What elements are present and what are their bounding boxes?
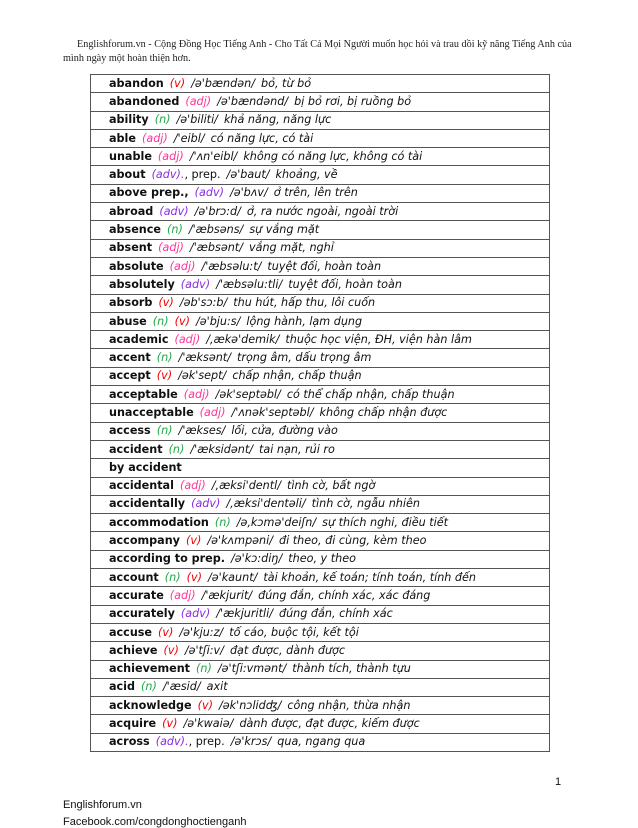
meaning: tuyệt đối, hoàn toàn <box>288 277 402 291</box>
table-row <box>91 459 550 477</box>
meaning: thu hút, hấp thu, lôi cuốn <box>233 296 376 310</box>
part-of-speech: (adv). <box>155 735 189 749</box>
vocab-word: absorb <box>109 296 153 310</box>
vocab-cell <box>91 404 550 422</box>
vocab-word: absent <box>109 241 153 255</box>
vocab-word: able <box>109 131 136 145</box>
vocab-word: about <box>109 168 146 182</box>
vocab-word: according to prep. <box>109 552 226 566</box>
pronunciation: /'æbsəlu:tli/ <box>216 277 283 291</box>
vocab-word: achieve <box>109 643 158 657</box>
pronunciation: /'ækjurit/ <box>201 588 253 602</box>
part-of-speech: (v) <box>163 643 179 657</box>
pronunciation: /ə'krɔs/ <box>230 735 272 749</box>
part-of-speech: (adj) <box>158 241 184 255</box>
vocab-cell <box>91 550 550 568</box>
vocab-cell <box>91 129 550 147</box>
pronunciation: /ə'brɔ:d/ <box>194 204 241 218</box>
vocab-word: absence <box>109 223 161 237</box>
part-of-speech: (n) <box>196 662 212 676</box>
part-of-speech: (adv) <box>180 277 211 291</box>
vocab-cell <box>91 495 550 513</box>
pronunciation: /ə'kju:z/ <box>179 625 224 639</box>
pronunciation: /ə,kɔmə'deiʃn/ <box>236 515 317 529</box>
vocab-cell <box>91 642 550 660</box>
pronunciation: /ə'kʌmpəni/ <box>207 534 274 548</box>
pronunciation: /ə'kɔ:diŋ/ <box>231 552 283 566</box>
table-row <box>91 697 550 715</box>
pronunciation: /ə'kaunt/ <box>207 570 258 584</box>
vocab-cell <box>91 440 550 458</box>
vocab-cell <box>91 349 550 367</box>
meaning: tuyệt đối, hoàn toàn <box>267 259 382 273</box>
meaning: tài khoản, kế toán; tính toán, tính đến <box>263 570 477 584</box>
pronunciation: /,æksi'dentəli/ <box>226 497 306 511</box>
vocab-cell <box>91 569 550 587</box>
vocab-cell <box>91 276 550 294</box>
vocab-cell <box>91 605 550 623</box>
part-of-speech: (n) <box>152 314 169 328</box>
vocab-cell <box>91 678 550 696</box>
meaning: có năng lực, có tài <box>210 131 314 145</box>
part-of-speech: (v) <box>158 296 174 310</box>
vocab-cell <box>91 422 550 440</box>
vocab-cell <box>91 623 550 641</box>
meaning: trọng âm, dấu trọng âm <box>236 351 372 365</box>
part-of-speech: (adv). <box>151 168 185 182</box>
vocab-word: abroad <box>109 204 154 218</box>
table-row <box>91 550 550 568</box>
vocab-cell <box>91 514 550 532</box>
meaning: lộng hành, lạm dụng <box>246 314 363 328</box>
pronunciation: /ə'bʌv/ <box>229 186 268 200</box>
meaning: khả năng, năng lực <box>223 113 332 127</box>
vocab-cell <box>91 733 550 751</box>
meaning: không chấp nhận được <box>319 405 448 419</box>
vocab-cell <box>91 477 550 495</box>
vocabulary-table-body <box>91 75 550 752</box>
table-row <box>91 129 550 147</box>
meaning: khoảng, về <box>275 168 338 182</box>
vocab-word: ability <box>109 113 149 127</box>
pronunciation: /,ækə'demik/ <box>206 332 280 346</box>
table-row <box>91 623 550 641</box>
pronunciation: /ək'sept/ <box>178 369 227 383</box>
vocab-word: absolute <box>109 259 164 273</box>
part-of-speech: (adj) <box>183 387 210 401</box>
vocab-cell <box>91 166 550 184</box>
pronunciation: /ə'tʃi:v/ <box>184 643 224 657</box>
vocab-cell <box>91 239 550 257</box>
meaning: tình cờ, bất ngờ <box>287 479 376 493</box>
vocab-word: above prep., <box>109 186 189 200</box>
part-of-speech-2: (v) <box>174 314 190 328</box>
vocab-cell <box>91 148 550 166</box>
meaning: tố cáo, buộc tội, kết tội <box>229 625 359 639</box>
part-of-speech: (n) <box>156 424 173 438</box>
table-row <box>91 239 550 257</box>
vocab-cell <box>91 459 550 477</box>
vocab-cell <box>91 331 550 349</box>
part-of-speech: (adj) <box>157 149 184 163</box>
vocab-word: acid <box>109 680 136 694</box>
vocab-cell <box>91 221 550 239</box>
meaning: tai nạn, rủi ro <box>259 442 335 456</box>
vocab-cell <box>91 203 550 221</box>
vocab-word: accommodation <box>109 515 209 529</box>
pronunciation: /'ækjuritli/ <box>216 607 273 621</box>
pronunciation: /'ʌn'eibl/ <box>189 149 238 163</box>
vocab-word: unable <box>109 149 152 163</box>
pronunciation: /'æksidənt/ <box>190 442 254 456</box>
part-of-speech: (adj) <box>185 94 212 108</box>
table-row <box>91 642 550 660</box>
table-row <box>91 422 550 440</box>
part-of-speech-extra: , prep. <box>184 168 221 182</box>
meaning: tình cờ, ngẫu nhiên <box>311 497 420 511</box>
part-of-speech: (n) <box>167 223 183 237</box>
table-row <box>91 184 550 202</box>
part-of-speech: (v) <box>169 76 186 90</box>
table-row <box>91 715 550 733</box>
meaning: chấp nhận, chấp thuận <box>232 369 362 383</box>
part-of-speech: (n) <box>164 570 181 584</box>
meaning: ở, ra nước ngoài, ngoài trời <box>246 204 399 218</box>
part-of-speech: (adj) <box>169 588 196 602</box>
table-row <box>91 587 550 605</box>
part-of-speech-2: (v) <box>186 570 202 584</box>
table-row <box>91 221 550 239</box>
pronunciation: /'ækses/ <box>178 424 226 438</box>
part-of-speech: (adj) <box>199 405 226 419</box>
vocab-word: accompany <box>109 534 180 548</box>
meaning: dành được, đạt được, kiếm được <box>239 717 420 731</box>
vocab-word: achievement <box>109 662 191 676</box>
table-row <box>91 477 550 495</box>
vocab-word: accurately <box>109 607 175 621</box>
meaning: thành tích, thành tựu <box>292 662 411 676</box>
table-row <box>91 532 550 550</box>
meaning: axit <box>206 680 228 694</box>
pronunciation: /'æbsənt/ <box>189 241 243 255</box>
pronunciation: /'æbsəlu:t/ <box>201 259 262 273</box>
pronunciation: /ə'bændənd/ <box>217 94 289 108</box>
vocab-cell <box>91 75 550 93</box>
vocab-word: accuse <box>109 625 153 639</box>
vocab-word: acceptable <box>109 387 178 401</box>
vocab-word: accent <box>109 351 151 365</box>
part-of-speech: (v) <box>158 625 174 639</box>
meaning: bị bỏ rơi, bị ruồng bỏ <box>294 94 412 108</box>
part-of-speech: (n) <box>154 113 171 127</box>
meaning: thuộc học viện, ĐH, viện hàn lâm <box>285 332 472 346</box>
header-line-2: mình ngày một hoàn thiện hơn. <box>63 53 191 64</box>
pronunciation: /ə'tʃi:vmənt/ <box>217 662 287 676</box>
vocab-cell <box>91 184 550 202</box>
pronunciation: /'æsid/ <box>162 680 201 694</box>
meaning: đúng đắn, chính xác <box>278 607 393 621</box>
table-row <box>91 148 550 166</box>
vocab-cell <box>91 587 550 605</box>
page-number: 1 <box>555 776 562 788</box>
meaning: có thể chấp nhận, chấp thuận <box>286 387 455 401</box>
footer-site: Englishforum.vn <box>63 799 142 811</box>
pronunciation: /ə'biliti/ <box>176 113 218 127</box>
meaning: đạt được, dành được <box>229 643 346 657</box>
table-row <box>91 495 550 513</box>
part-of-speech: (n) <box>168 442 185 456</box>
vocab-word: accidentally <box>109 497 186 511</box>
table-row <box>91 166 550 184</box>
table-row <box>91 276 550 294</box>
vocab-cell <box>91 386 550 404</box>
pronunciation: /'ʌnək'septəbl/ <box>231 405 314 419</box>
vocab-cell <box>91 93 550 111</box>
meaning: đi theo, đi cùng, kèm theo <box>279 534 427 548</box>
part-of-speech: (v) <box>162 717 178 731</box>
pronunciation: /'eibl/ <box>173 131 205 145</box>
vocab-word: by accident <box>109 460 182 474</box>
meaning: công nhận, thừa nhận <box>287 698 411 712</box>
pronunciation: /əb'sɔ:b/ <box>179 296 228 310</box>
meaning: qua, ngang qua <box>277 735 366 749</box>
table-row <box>91 605 550 623</box>
vocab-word: accidental <box>109 479 174 493</box>
part-of-speech: (n) <box>156 351 173 365</box>
meaning: ở trên, lên trên <box>273 186 358 200</box>
vocab-word: accurate <box>109 588 164 602</box>
vocab-word: academic <box>109 332 169 346</box>
part-of-speech: (adj) <box>174 332 201 346</box>
table-row <box>91 203 550 221</box>
vocab-word: abandoned <box>109 94 180 108</box>
table-row <box>91 294 550 312</box>
table-row <box>91 440 550 458</box>
meaning: đúng đắn, chính xác, xác đáng <box>258 588 431 602</box>
table-row <box>91 349 550 367</box>
pronunciation: /ə'kwaiə/ <box>183 717 234 731</box>
meaning: không có năng lực, không có tài <box>243 149 423 163</box>
vocab-word: acquire <box>109 717 157 731</box>
pronunciation: /'æksənt/ <box>178 351 231 365</box>
part-of-speech: (n) <box>214 515 231 529</box>
vocab-cell <box>91 367 550 385</box>
pronunciation: /ə'bændən/ <box>191 76 255 90</box>
vocab-cell <box>91 715 550 733</box>
header-line-1: Englishforum.vn - Cộng Đồng Học Tiếng Anh - Cho Tất Cả Mọi Người muốn học hỏi và trau dồi kỹ năng Tiếng Anh của <box>77 39 572 50</box>
vocab-word: acknowledge <box>109 698 192 712</box>
part-of-speech: (v) <box>197 698 213 712</box>
meaning: sự thích nghi, điều tiết <box>322 515 448 529</box>
meaning: sự vắng mặt <box>249 223 320 237</box>
part-of-speech: (adv) <box>191 497 221 511</box>
table-row <box>91 257 550 275</box>
meaning: lối, cửa, đường vào <box>231 424 338 438</box>
pronunciation: /'æbsəns/ <box>188 223 244 237</box>
table-row <box>91 111 550 129</box>
vocab-word: across <box>109 735 150 749</box>
vocab-cell <box>91 312 550 330</box>
table-row <box>91 660 550 678</box>
vocab-word: absolutely <box>109 277 175 291</box>
header-text <box>63 38 575 66</box>
part-of-speech: (adj) <box>179 479 206 493</box>
vocab-cell <box>91 257 550 275</box>
pronunciation: /ək'nɔlidʤ/ <box>219 698 282 712</box>
table-row <box>91 569 550 587</box>
vocab-word: abandon <box>109 76 164 90</box>
vocab-word: account <box>109 570 159 584</box>
vocab-word: abuse <box>109 314 147 328</box>
vocab-word: unacceptable <box>109 405 194 419</box>
table-row <box>91 733 550 751</box>
table-row <box>91 331 550 349</box>
part-of-speech: (adv) <box>180 607 211 621</box>
vocab-cell <box>91 294 550 312</box>
vocab-cell <box>91 660 550 678</box>
part-of-speech-extra: , prep. <box>188 735 225 749</box>
table-row <box>91 386 550 404</box>
vocab-cell <box>91 111 550 129</box>
table-row <box>91 678 550 696</box>
vocab-word: accept <box>109 369 151 383</box>
part-of-speech: (v) <box>185 534 202 548</box>
pronunciation: /,æksi'dentl/ <box>211 479 282 493</box>
part-of-speech: (n) <box>141 680 157 694</box>
meaning: bỏ, từ bỏ <box>261 76 312 90</box>
vocab-cell <box>91 532 550 550</box>
meaning: vắng mặt, nghỉ <box>248 241 334 255</box>
vocab-cell <box>91 697 550 715</box>
part-of-speech: (adv) <box>194 186 224 200</box>
table-row <box>91 514 550 532</box>
vocabulary-table <box>90 74 550 752</box>
table-row <box>91 75 550 93</box>
part-of-speech: (adj) <box>141 131 168 145</box>
table-row <box>91 93 550 111</box>
part-of-speech: (adj) <box>169 259 196 273</box>
table-row <box>91 312 550 330</box>
pronunciation: /ə'baut/ <box>226 168 270 182</box>
part-of-speech: (v) <box>156 369 173 383</box>
vocab-word: access <box>109 424 151 438</box>
pronunciation: /ək'septəbl/ <box>215 387 281 401</box>
table-row <box>91 367 550 385</box>
vocab-word: accident <box>109 442 163 456</box>
pronunciation: /ə'bju:s/ <box>195 314 241 328</box>
footer-facebook: Facebook.com/congdonghoctienganh <box>63 816 247 828</box>
part-of-speech: (adv) <box>159 204 189 218</box>
table-row <box>91 404 550 422</box>
meaning: theo, y theo <box>288 552 356 566</box>
